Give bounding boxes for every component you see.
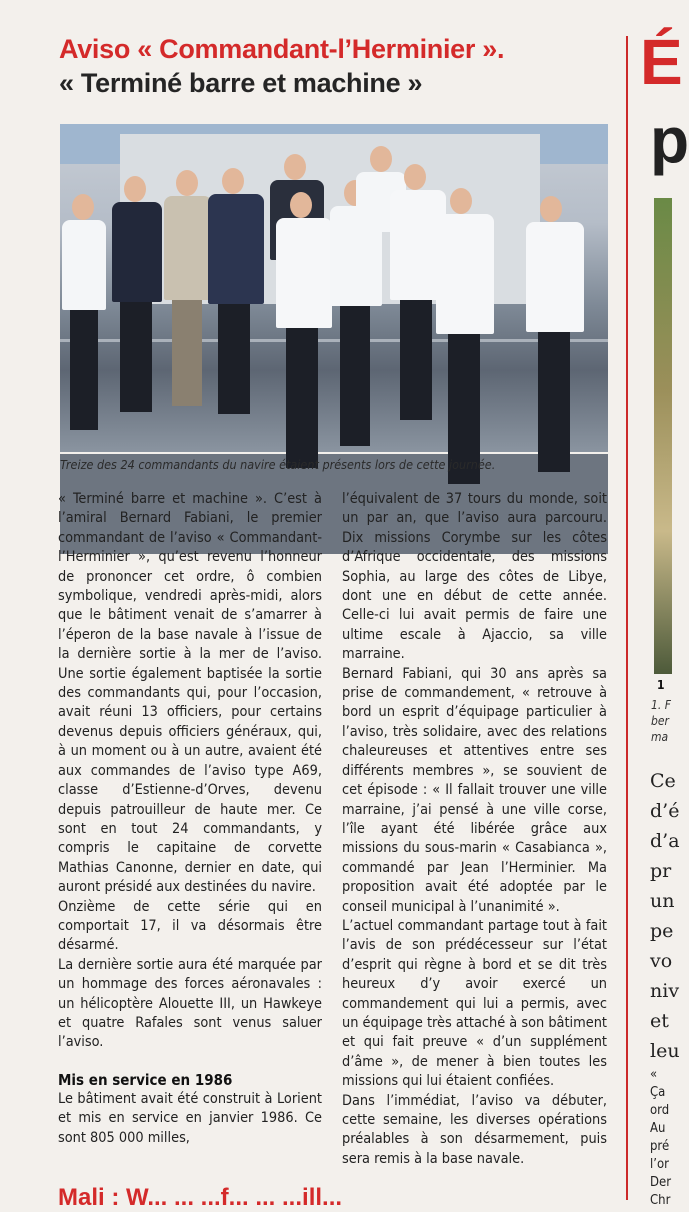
body-line: pe bbox=[650, 920, 674, 942]
caption-line: ma bbox=[651, 730, 669, 744]
body-line: d’a bbox=[650, 830, 680, 852]
headline-kicker: Aviso « Commandant-l’Herminier ». bbox=[59, 34, 505, 64]
quote-line: ord bbox=[650, 1103, 670, 1118]
column-divider bbox=[626, 36, 628, 1200]
caption-line: ber bbox=[651, 714, 669, 728]
body-line: un bbox=[650, 890, 675, 912]
body-paragraph: Le bâtiment avait été construit à Lorient et mis en service en janvier 1986. Ce sont 805 000 milles, bbox=[58, 1090, 322, 1146]
neighbor-quote bbox=[650, 1066, 672, 1210]
body-line: Ce bbox=[650, 770, 676, 792]
quote-line: Der bbox=[650, 1175, 672, 1190]
quote-line: « Ça bbox=[650, 1067, 666, 1100]
body-paragraph: Bernard Fabiani, qui 30 ans après sa prise de commandement, « retrouve à bord un esprit d’équipage particulier à l’aviso, très solidaire, avec des relations chaleureuses et attentives entre ses différents membres », se souvient de cet épisode : « Il fallait trouver une ville marraine, j’ai pensé à une ville corse, l’île ayant été libérée grâce aux missions du sous-marin « Casabianca », commandé par Jean l’Herminier. Ma proposition avait été adoptée par le conseil municipal à l’unanimité ». bbox=[342, 665, 607, 915]
body-paragraph: La dernière sortie aura été marquée par un hommage des forces aéronavales : un hélicoptère Alouette III, un Hawkeye et quatre Rafales sont venus saluer l’aviso. bbox=[58, 956, 322, 1051]
body-line: et bbox=[650, 1010, 669, 1032]
neighbor-headline-letter: É bbox=[640, 26, 683, 98]
photo-caption: Treize des 24 commandants du navire étaient présents lors de cette journée. bbox=[60, 457, 496, 472]
article-column-left bbox=[58, 490, 322, 1148]
neighbor-caption bbox=[651, 697, 671, 745]
headline-title: « Terminé barre et machine » bbox=[59, 68, 423, 98]
neighbor-photo bbox=[654, 198, 672, 674]
article-photo bbox=[60, 124, 608, 452]
article-column-right bbox=[342, 490, 607, 1169]
body-paragraph: Dans l’immédiat, l’aviso va débuter, cette semaine, les diverses opérations préalables à son désarmement, puis sera remis à la base navale. bbox=[342, 1092, 607, 1167]
quote-line: l’or bbox=[650, 1157, 669, 1172]
quote-line: Chr bbox=[650, 1193, 671, 1208]
body-paragraph: l’équivalent de 37 tours du monde, soit un par an, que l’aviso aura parcouru. Dix missions Corymbe sur les côtes d’Afrique occidentale, des missions Sophia, au large des côtes de Libye, dont une en début de cette année. Celle-ci lui avait permis de faire une ultime escale à Ajaccio, sa ville marraine. bbox=[342, 491, 607, 663]
body-line: pr bbox=[650, 860, 672, 882]
body-paragraph: Onzième de cette série qui en comportait 17, il va désormais être désarmé. bbox=[58, 898, 322, 954]
quote-line: Au bbox=[650, 1121, 666, 1136]
article-subheading: Mis en service en 1986 bbox=[58, 1070, 233, 1089]
body-line: leu bbox=[650, 1040, 680, 1062]
body-line: d’é bbox=[650, 800, 680, 822]
body-paragraph: L’actuel commandant partage tout à fait l’avis de son prédécesseur sur l’état d’esprit qui règne à bord et se dit très heureux d’y avoir exercé un commandement qui lui a permis, avec un équipage très attaché à son bâtiment et qui fait preuve « d’un supplément d’âme », de mener à bien toutes les missions qui lui étaient confiées. bbox=[342, 917, 608, 1090]
body-line: vo bbox=[650, 950, 673, 972]
body-paragraph: « Terminé barre et machine ». C’est à l’amiral Bernard Fabiani, le premier commandant de l’aviso « Commandant-l’Herminier », qu’est revenu l’honneur de prononcer cet ordre, ô combien symbolique, vendredi après-midi, alors que le bâtiment venait de s’amarrer à l’éperon de la base navale à l’issue de la dernière sortie à la mer de l’aviso. Une sortie également baptisée la sortie des commandants qui, pour l’occasion, avait réuni 13 officiers, pour certains devenus depuis officiers généraux, qui, à un moment ou à un autre, avaient été aux commandes de l’aviso type A69, classe d’Estienne-d’Orves, devenu depuis patrouilleur de haute mer. Ce sont en tout 24 commandants, y compris le capitaine de corvette Mathias Canonne, dernier en date, qui auront présidé aux destinées du navire. bbox=[58, 491, 322, 896]
neighbor-body bbox=[650, 766, 680, 1066]
neighbor-photo-number: 1 bbox=[657, 678, 665, 692]
neighbor-headline-letter: p bbox=[650, 104, 689, 176]
caption-line: 1. F bbox=[651, 698, 671, 712]
quote-line: pré bbox=[650, 1139, 670, 1154]
next-article-title: Mali : W... ... ...f... ... ...ill... bbox=[58, 1184, 343, 1211]
body-line: niv bbox=[650, 980, 680, 1002]
